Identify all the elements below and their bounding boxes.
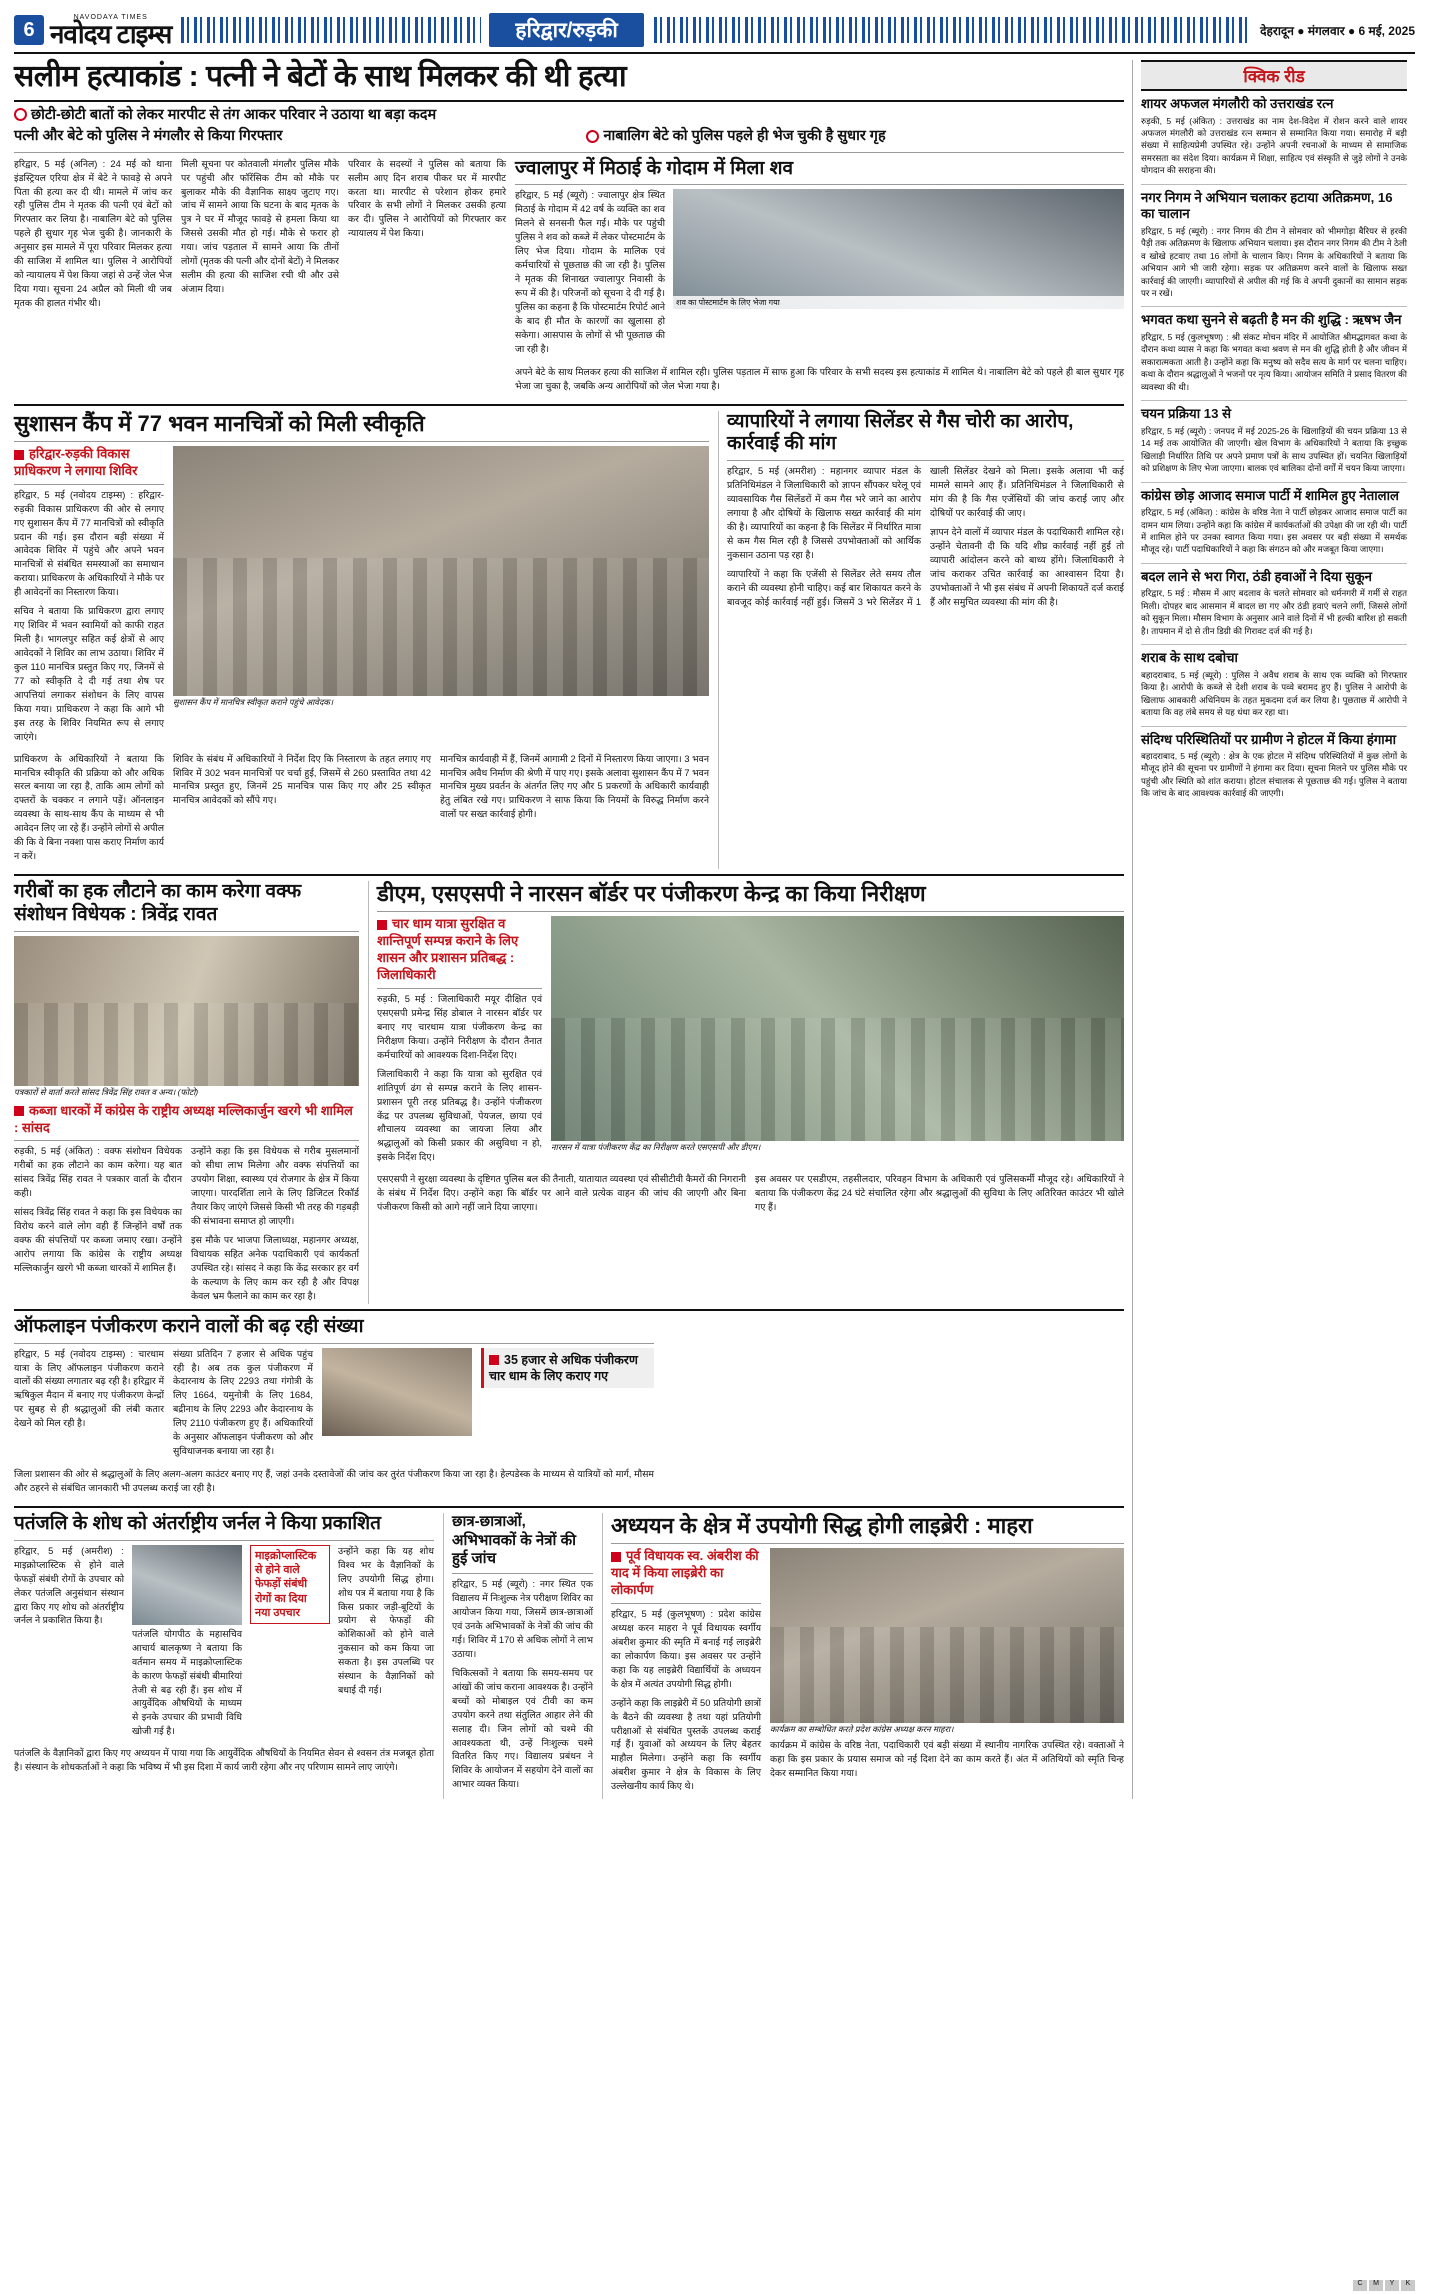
- offline-headline: ऑफलाइन पंजीकरण कराने वालों की बढ़ रही संख्या: [14, 1315, 364, 1337]
- lead-col-4: अपने बेटे के साथ मिलकर हत्या की साजिश में शामिल रही। पुलिस पड़ताल में साफ हुआ कि परिवार के सभी सदस्य इस हत्याकांड में शामिल थे। नाबालिग बेटे को पहले ही बाल सुधार गृह भेजा जा चुका है, जबकि अन्य आरोपियों को जेल भेजा गया है।: [515, 366, 1124, 391]
- rail-item-title: नगर निगम ने अभियान चलाकर हटाया अतिक्रमण, 16 का चालान: [1141, 189, 1393, 222]
- cylinder-col-3: ज्ञापन देने वालों में व्यापार मंडल के पदाधिकारी शामिल रहे। उन्होंने चेतावनी दी कि यदि शीघ्र कार्रवाई नहीं हुई तो व्यापारी आंदोलन करने को बाध्य होंगे। जिलाधिकारी ने जांच कराकर उचित कार्रवाई का आश्वासन दिया है। उपभोक्ताओं ने भी इस संबंध में अपनी शिकायतें दर्ज कराई हैं और समुचित व्यवस्था की मांग की है।: [930, 526, 1124, 607]
- rail-item-text: हरिद्वार, 5 मई (ब्यूरो) : नगर निगम की टीम ने सोमवार को भीमगोड़ा बैरियर से हरकी पैड़ी तक अतिक्रमण के खिलाफ अभियान चलाया। इस दौरान नगर निगम की टीम ने ठेली व खोखे हटवाए तथा 16 लोगों के चालान किए। निगम के अधिकारियों ने बताया कि अभियान आगे भी जारी रहेगा। सड़क पर अतिक्रमण करने वालों के खिलाफ सख्त कार्रवाई की जाएगी। व्यापारियों से अपील की गई कि वे अपनी दुकानों का सामान सड़क पर न रखें।: [1141, 225, 1407, 299]
- main-column: [14, 60, 1124, 1799]
- row-bottom: [14, 1513, 1124, 1799]
- row-waqf-dm: [14, 881, 1124, 1304]
- patanjali-col-4: पतंजलि के वैज्ञानिकों द्वारा किए गए अध्ययन में पाया गया कि आयुर्वेदिक औषधियों के नियमित सेवन से श्वसन तंत्र मजबूत होता है। संस्थान के शोधकर्ताओं ने कहा कि भविष्य में भी इस दिशा में कार्य जारी रहेगा और नए परिणाम सामने लाए जाएंगे।: [14, 1748, 434, 1773]
- reg-mark-c: C: [1353, 2280, 1367, 2291]
- story-dm: [368, 881, 1124, 1304]
- rail-item[interactable]: [1141, 569, 1407, 637]
- rail-item-text: बहादराबाद, 5 मई (ब्यूरो) : क्षेत्र के एक होटल में संदिग्ध परिस्थितियों में कुछ लोगों के मौजूद होने की सूचना पर ग्रामीणों ने हंगामा कर दिया। सूचना मिलने पर पुलिस मौके पर पहुंची और स्थिति को शांत कराया। होटल संचालक से पूछताछ की गई। पुलिस ने बताया कि जांच के बाद आवश्यक कार्रवाई की जाएगी।: [1141, 751, 1407, 799]
- rail-item[interactable]: [1141, 732, 1407, 800]
- library-col-3: कार्यक्रम में कांग्रेस के वरिष्ठ नेता, पदाधिकारी एवं बड़ी संख्या में स्थानीय नागरिक उपस्थित रहे। वक्ताओं ने कहा कि इस प्रकार के प्रयास समाज को नई दिशा देने का काम करते हैं। अंत में अतिथियों को स्मृति चिन्ह देकर सम्मानित किया गया।: [770, 1740, 1124, 1779]
- reg-mark-m: M: [1369, 2280, 1383, 2291]
- students-col-1: हरिद्वार, 5 मई (ब्यूरो) : नगर स्थित एक विद्यालय में निःशुल्क नेत्र परीक्षण शिविर का आयोजन किया गया, जिसमें छात्र-छात्राओं एवं उनके अभिभावकों के नेत्रों की जांच की गई। शिविर में 170 से अधिक लोगों ने लाभ उठाया।: [452, 1579, 593, 1659]
- quick-read-title: क्विक रीड: [1141, 60, 1407, 91]
- story-cylinder: [718, 411, 1124, 870]
- square-bullet-icon: [14, 1106, 24, 1116]
- offline-photo: [322, 1348, 472, 1436]
- rail-item-title: भगवत कथा सुनने से बढ़ती है मन की शुद्धि : ऋषभ जैन: [1141, 312, 1402, 328]
- library-col-1: हरिद्वार, 5 मई (कुलभूषण) : प्रदेश कांग्रेस अध्यक्ष करन माहरा ने पूर्व विधायक स्वर्गीय अंबरीश कुमार की स्मृति में बनाई गई लाइब्रेरी का लोकार्पण किया। इस अवसर पर उन्होंने कहा कि यह लाइब्रेरी विद्यार्थियों के अध्ययन के क्षेत्र में अत्यंत उपयोगी सिद्ध होगी।: [611, 1609, 761, 1689]
- cylinder-headline: व्यापारियों ने लगाया सिलेंडर से गैस चोरी का आरोप, कार्रवाई की मांग: [727, 410, 1074, 455]
- story-students: [443, 1513, 593, 1799]
- waqf-col-2: सांसद त्रिवेंद्र सिंह रावत ने कहा कि इस विधेयक का विरोध करने वाले लोग वही हैं जिन्होंने वर्षों तक वक्फ की संपत्तियों पर कब्जा जमाए रखा। उन्होंने आरोप लगाया कि कांग्रेस के राष्ट्रीय अध्यक्ष मल्लिकार्जुन खरगे भी कब्जा धारकों में शामिल हैं।: [14, 1207, 182, 1273]
- lead-headline: सलीम हत्याकांड : पत्नी ने बेटों के साथ मिलकर की थी हत्या: [14, 60, 627, 93]
- patanjali-photo: [132, 1545, 242, 1625]
- row-offline-students: [14, 1316, 1124, 1501]
- waqf-col-4: इस मौके पर भाजपा जिलाध्यक्ष, महानगर अध्यक्ष, विधायक सहित अनेक पदाधिकारी एवं कार्यकर्ता उपस्थित रहे। सांसद ने कहा कि केंद्र सरकार हर वर्ग के कल्याण के लिए काम कर रही है और विपक्ष केवल भ्रम फैलाने का काम कर रहा है।: [191, 1235, 359, 1301]
- rail-item-title: चयन प्रक्रिया 13 से: [1141, 406, 1232, 422]
- patanjali-col-3: उन्होंने कहा कि यह शोध विश्व भर के वैज्ञानिकों के लिए उपयोगी सिद्ध होगा। शोध पत्र में बताया गया है कि किस प्रकार जड़ी-बूटियों के प्रयोग से फेफड़ों की कोशिकाओं को होने वाले नुकसान को कम किया जा सकता है। इस उपलब्धि पर संस्थान के वैज्ञानिकों को बधाई दी गई।: [338, 1545, 434, 1696]
- rail-item[interactable]: [1141, 312, 1407, 393]
- morgue-photo-caption: शव का पोस्टमार्टम के लिए भेजा गया: [673, 296, 1124, 309]
- rail-item[interactable]: [1141, 96, 1407, 177]
- rail-item[interactable]: [1141, 406, 1407, 474]
- dm-headline: डीएम, एसएसपी ने नारसन बॉर्डर पर पंजीकरण केन्द्र का किया निरीक्षण: [377, 881, 926, 907]
- morgue-headline: ज्वालापुर में मिठाई के गोदाम में मिला शव: [515, 157, 794, 179]
- morgue-text: हरिद्वार, 5 मई (ब्यूरो) : ज्वालापुर क्षेत्र स्थित मिठाई के गोदाम में 42 वर्ष के व्यक्ति का शव मिलने से सनसनी फैल गई। मौके पर पहुंची पुलिस ने शव को कब्जे में लेकर पोस्टमार्टम के लिए भेज दिया। गोदाम के मालिक एवं कर्मचारियों से पूछताछ की जा रही है। पुलिस ने मृतक की शिनाख्त ज्वालापुर निवासी के रूप में की है। परिजनों को सूचना दे दी गई है। पुलिस का कहना है कि पोस्टमार्टम रिपोर्ट आने के बाद ही मौत के कारणों का खुलासा हो सकेगा। आसपास के लोगों से भी पूछताछ की जा रही है।: [515, 190, 665, 354]
- page-number: 6: [14, 15, 44, 45]
- dm-col-4: इस अवसर पर एसडीएम, तहसीलदार, परिवहन विभाग के अधिकारी एवं पुलिसकर्मी मौजूद रहे। अधिकारियों ने बताया कि पंजीकरण केंद्र 24 घंटे संचालित रहेगा और श्रद्धालुओं की सुविधा के लिए अतिरिक्त काउंटर भी खोले गए हैं।: [755, 1174, 1124, 1213]
- lead-col-3: परिवार के सदस्यों ने पुलिस को बताया कि सलीम आए दिन शराब पीकर घर में मारपीट करता था। मारपीट से परेशान होकर हमारे परिवार के सभी लोगों ने मिलकर उसकी हत्या कर दी। पुलिस ने आरोपियों को गिरफ्तार कर न्यायालय में पेश किया।: [348, 158, 506, 239]
- rail-item-text: हरिद्वार, 5 मई (कुलभूषण) : श्री संकट मोचन मंदिर में आयोजित श्रीमद्भागवत कथा के दौरान कथा व्यास ने कहा कि भगवत कथा श्रवण से मन की शुद्धि होती है और जीवन में सकारात्मकता आती है। उन्होंने कहा कि मनुष्य को सदैव सत्य के मार्ग पर चलना चाहिए। कथा के दौरान श्रद्धालुओं ने भजनों पर नृत्य किया। आयोजन समिति ने प्रसाद वितरण की व्यवस्था की थी।: [1141, 331, 1407, 392]
- rail-item-text: बहादराबाद, 5 मई (ब्यूरो) : पुलिस ने अवैध शराब के साथ एक व्यक्ति को गिरफ्तार किया है। आरोपी के कब्जे से देशी शराब के पव्वे बरामद हुए हैं। पुलिस ने आरोपी के खिलाफ आबकारी अधिनियम के तहत मुकदमा दर्ज कर लिया है। पूछताछ में आरोपी ने बताया कि वह लंबे समय से यह धंधा कर रहा था।: [1141, 669, 1407, 718]
- square-bullet-icon: [14, 450, 24, 460]
- camp-headline: सुशासन कैंप में 77 भवन मानचित्रों को मिली स्वीकृति: [14, 410, 425, 436]
- camp-kicker: हरिद्वार-रुड़की विकास प्राधिकरण ने लगाया शिविर: [14, 445, 138, 478]
- quick-read-rail: [1132, 60, 1407, 1799]
- rail-item-text: हरिद्वार, 5 मई (ब्यूरो) : जनपद में मई 2025-26 के खिलाड़ियों की चयन प्रक्रिया 13 से 14 मई तक आयोजित की जाएगी। खेल विभाग के अधिकारियों ने बताया कि इच्छुक खिलाड़ी निर्धारित तिथि पर अपने प्रमाण पत्रों के साथ उपस्थित हों। चयनित खिलाड़ियों को प्रशिक्षण के लिए भेजा जाएगा। बालक एवं बालिका दोनों वर्गों में चयन किया जाएगा।: [1141, 425, 1407, 474]
- rail-item[interactable]: [1141, 190, 1407, 300]
- waqf-photo-caption: पत्रकारों से वार्ता करते सांसद त्रिवेंद्र सिंह रावत व अन्य। (फोटो): [14, 1086, 199, 1097]
- logo-english: NAVODAYA TIMES: [73, 13, 148, 21]
- cylinder-col-1: हरिद्वार, 5 मई (अमरीश) : महानगर व्यापार मंडल के प्रतिनिधिमंडल ने जिलाधिकारी को ज्ञापन सौंपकर घरेलू एवं व्यावसायिक गैस सिलेंडरों में कम गैस भरे जाने का आरोप लगाया है और दोषियों के खिलाफ सख्त कार्रवाई की मांग की है। व्यापारियों का कहना है कि सिलेंडर में निर्धारित मात्रा से कम गैस मिल रही है जिससे उपभोक्ताओं को आर्थिक नुकसान उठाना पड़ रहा है।: [727, 466, 921, 560]
- rail-item-text: रुड़की, 5 मई (अंकित) : उत्तराखंड का नाम देश-विदेश में रोशन करने वाले शायर अफजल मंगलौरी को उत्तराखंड रत्न सम्मान से सम्मानित किया गया। समारोह में बड़ी संख्या में साहित्यप्रेमी उपस्थित रहे। उन्होंने अपनी रचनाओं के माध्यम से सामाजिक समरसता का संदेश दिया। कार्यक्रम में शिक्षा, साहित्य एवं संस्कृति से जुड़े लोगों ने उनके योगदान की सराहना की।: [1141, 115, 1407, 176]
- dm-col-1: रुड़की, 5 मई : जिलाधिकारी मयूर दीक्षित एवं एसएसपी प्रमेन्द्र सिंह डोबाल ने नारसन बॉर्डर पर बनाए गए चारधाम यात्रा पंजीकरण केन्द्र का निरीक्षण किया। उन्होंने निरीक्षण के दौरान तैनात कर्मचारियों को आवश्यक दिशा-निर्देश दिए।: [377, 994, 542, 1060]
- lead-sub-3: नाबालिग बेटे को पुलिस पहले ही भेज चुकी है सुधार गृह: [586, 127, 1124, 147]
- patanjali-headline: पतंजलि के शोध को अंतर्राष्ट्रीय जर्नल ने किया प्रकाशित: [14, 1512, 381, 1534]
- square-bullet-icon: [611, 1552, 621, 1562]
- lead-col-1: हरिद्वार, 5 मई (अनिल) : 24 मई को थाना इंडस्ट्रियल एरिया क्षेत्र में बेटे ने फावड़े से अपने पिता की हत्या कर दी थी। मामले में जांच कर रही पुलिस टीम ने मृतक की पत्नी एवं बेटों को गिरफ्तार कर लिया है। नाबालिग बेटे को पुलिस पहले ही सुधार गृह भेज चुकी है। जानकारी के अनुसार इस मामले में पूरा परिवार मिलकर हत्या की साजिश में शामिल था। पुलिस ने आरोपियों को न्यायालय में पेश किया जहां से उन्हें जेल भेज दिया गया। सूचना 24 अप्रैल को मिली थी जब मृतक की हालत गंभीर थी।: [14, 158, 172, 308]
- library-headline: अध्ययन के क्षेत्र में उपयोगी सिद्ध होगी लाइब्रेरी : माहरा: [611, 1512, 1033, 1538]
- dm-col-3: एसएसपी ने सुरक्षा व्यवस्था के दृष्टिगत पुलिस बल की तैनाती, यातायात व्यवस्था एवं सीसीटीवी कैमरों की निगरानी के संबंध में निर्देश दिए। उन्होंने कहा कि बॉर्डर पर आने वाले प्रत्येक वाहन की जांच की जाएगी और बिना पंजीकरण किसी को आगे नहीं जाने दिया जाएगा।: [377, 1174, 746, 1213]
- decor-bar-right: [654, 17, 1250, 43]
- students-col-2: चिकित्सकों ने बताया कि समय-समय पर आंखों की जांच कराना आवश्यक है। उन्होंने बच्चों को मोबाइल एवं टीवी का कम उपयोग करने तथा संतुलित आहार लेने की सलाह दी। जिन लोगों को चश्मे की आवश्यकता थी, उन्हें निःशुल्क चश्मे वितरित किए गए। विद्यालय प्रबंधन ने शिविर के आयोजन में सहयोग देने वालों का आभार व्यक्त किया।: [452, 1667, 593, 1790]
- morgue-photo: [673, 189, 1124, 309]
- rail-item-title: बदल लाने से भरा गिरा, ठंडी हवाओं ने दिया सुकून: [1141, 568, 1372, 584]
- offline-badge: 35 हजार से अधिक पंजीकरण चार धाम के लिए कराए गए: [481, 1348, 654, 1389]
- library-col-2: उन्होंने कहा कि लाइब्रेरी में 50 प्रतियोगी छात्रों के बैठने की व्यवस्था है तथा यहां प्रतियोगी परीक्षाओं से संबंधित पुस्तकें उपलब्ध कराई गई हैं। युवाओं को अध्ययन के लिए बेहतर माहौल मिलेगा। उन्होंने कहा कि स्वर्गीय अंबरीश कुमार ने क्षेत्र के विकास के लिए उल्लेखनीय कार्य किए थे।: [611, 1697, 761, 1792]
- camp-photo: [173, 446, 709, 696]
- rail-item-text: हरिद्वार, 5 मई (अंकित) : कांग्रेस के वरिष्ठ नेता ने पार्टी छोड़कर आजाद समाज पार्टी का दामन थाम लिया। उन्होंने कहा कि कांग्रेस में कार्यकर्ताओं की उपेक्षा की जा रही थी। पार्टी में शामिल होने पर उनका स्वागत किया गया। इस अवसर पर बड़ी संख्या में समर्थक मौजूद रहे। पार्टी पदाधिकारियों ने कहा कि संगठन को और मजबूत किया जाएगा।: [1141, 507, 1407, 555]
- lead-col-2: मिली सूचना पर कोतवाली मंगलौर पुलिस मौके पर पहुंची और फॉरेंसिक टीम को मौके पर बुलाकर मौके की वैज्ञानिक साक्ष्य जुटाए गए। जांच में सामने आया कि घटना के बाद मृतक के पुत्र ने घर में मौजूद फावड़े से हमला किया था जिससे उसकी मौत हो गई। मौके से फरार हो गया। जांच पड़ताल में सामने आया कि तीनों लोगों (मृतक की पत्नी और दोनों बेटों) ने मिलकर सलीम की हत्या की साजिश रची थी और उसे अंजाम दिया।: [181, 158, 339, 295]
- waqf-col-1: रुड़की, 5 मई (अंकित) : वक्फ संशोधन विधेयक गरीबों का हक लौटाने का काम करेगा। यह बात सांसद त्रिवेंद्र सिंह रावत ने पत्रकार वार्ता के दौरान कही।: [14, 1146, 182, 1199]
- newspaper-logo: [50, 14, 171, 47]
- dm-photo-caption: नारसन में यात्रा पंजीकरण केंद्र का निरीक्षण करते एसएसपी और डीएम।: [551, 1142, 761, 1153]
- waqf-col-3: उन्होंने कहा कि इस विधेयक से गरीब मुसलमानों को सीधा लाभ मिलेगा और वक्फ संपत्तियों का उपयोग शिक्षा, स्वास्थ्य एवं रोजगार के क्षेत्र में किया जाएगा। पारदर्शिता लाने के लिए डिजिटल रिकॉर्ड तैयार किए जाएंगे जिससे किसी भी तरह की गड़बड़ी की संभावना समाप्त हो जाएगी।: [191, 1146, 359, 1227]
- rail-item-title: कांग्रेस छोड़ आजाद समाज पार्टी में शामिल हुए नेतालाल: [1141, 487, 1399, 503]
- story-patanjali: [14, 1513, 434, 1799]
- story-camp: [14, 411, 709, 870]
- dm-col-2: जिलाधिकारी ने कहा कि यात्रा को सुरक्षित एवं शांतिपूर्ण ढंग से सम्पन्न कराने के लिए शासन-प्रशासन पूरी तरह प्रतिबद्ध है। उन्होंने पंजीकरण केंद्र पर उपलब्ध सुविधाओं, पेयजल, छाया एवं शौचालय व्यवस्था का जायजा लिया और श्रद्धालुओं को किसी प्रकार की असुविधा न हो, इसके निर्देश दिए।: [377, 1068, 542, 1163]
- library-photo-caption: कार्यक्रम का सम्बोधित करते प्रदेश कांग्रेस अध्यक्ष करन माहरा।: [770, 1724, 954, 1735]
- edition-badge: हरिद्वार/रुड़की: [489, 13, 643, 47]
- library-photo: [770, 1548, 1124, 1723]
- square-bullet-icon: [377, 920, 387, 930]
- library-subhead: पूर्व विधायक स्व. अंबरीश की याद में किया लाइब्रेरी का लोकार्पण: [611, 1548, 759, 1598]
- rail-item-title: शराब के साथ दबोचा: [1141, 650, 1238, 666]
- waqf-photo: [14, 936, 359, 1086]
- dm-photo: [551, 916, 1124, 1141]
- camp-col-3: प्राधिकरण के अधिकारियों ने बताया कि मानचित्र स्वीकृति की प्रक्रिया को और अधिक सरल बनाया जा रहा है, ताकि आम लोगों को दफ्तरों के चक्कर न लगाने पड़ें। ऑनलाइन व्यवस्था के साथ-साथ कैंप के माध्यम से भी आवेदन लिए जा रहे हैं। उन्होंने लोगों से अपील की कि वे बिना नक्शा पास कराए निर्माण कार्य न करें।: [14, 753, 164, 862]
- camp-col-2: सचिव ने बताया कि प्राधिकरण द्वारा लगाए गए शिविर में भवन स्वामियों को काफी राहत मिली है। भागलपुर सहित कई क्षेत्रों से आए आवेदकों ने शिविर का लाभ उठाया। शिविर में कुल 110 मानचित्र प्रस्तुत किए गए, जिनमें से 77 को स्वीकृति दे दी गई तथा शेष पर आपत्तियां लगाकर संशोधन के लिए वापस किया गया। प्राधिकरण ने कहा कि आगे भी इस तरह के शिविर नियमित रूप से लगाए जाएंगे।: [14, 606, 164, 742]
- rail-item-text: हरिद्वार, 5 मई : मौसम में आए बदलाव के चलते सोमवार को धर्मनगरी में गर्मी से राहत मिली। दोपहर बाद आसमान में बादल छा गए और ठंडी हवाएं चलने लगीं, जिससे लोगों को सुकून मिला। मौसम विभाग के अनुसार आने वाले दिनों में भी हल्की बारिश हो सकती है। तापमान में दो से तीन डिग्री की गिरावट दर्ज की गई है।: [1141, 588, 1407, 636]
- rail-item[interactable]: [1141, 650, 1407, 718]
- reg-mark-k: K: [1401, 2280, 1415, 2291]
- offline-col-2: संख्या प्रतिदिन 7 हजार से अधिक पहुंच रही है। अब तक कुल पंजीकरण में केदारनाथ के लिए 2293 तथा गंगोत्री के लिए 1664, यमुनोत्री के लिए 1684, बद्रीनाथ के लिए 2293 और केदारनाथ के लिए 2110 पंजीकरण हुए हैं। अधिकारियों के अनुसार ऑफलाइन पंजीकरण को और सुविधाजनक बनाया जा रहा है।: [173, 1348, 313, 1457]
- masthead-dateline: देहरादून ● मंगलवार ● 6 मई, 2025: [1260, 23, 1415, 38]
- camp-col-1: हरिद्वार, 5 मई (नवोदय टाइम्स) : हरिद्वार-रुड़की विकास प्राधिकरण की ओर से लगाए गए सुशासन कैंप में 77 मानचित्रों को स्वीकृति प्रदान की गई। इस दौरान बड़ी संख्या में आवेदक शिविर में पहुंचे और अपने भवन मानचित्रों से संबंधित समस्याओं का समाधान कराया। प्राधिकरण के अधिकारियों ने मौके पर ही आवेदनों का निस्तारण किया।: [14, 489, 164, 598]
- students-headline: छात्र-छात्राओं, अभिभावकों के नेत्रों की हुई जांच: [452, 1512, 576, 1568]
- cylinder-col-2: व्यापारियों ने कहा कि एजेंसी से सिलेंडर लेते समय तौल कराने की व्यवस्था होनी चाहिए। कई बार शिकायत करने के बावजूद कोई कार्रवाई नहीं हुई। जिसमें 3 भरे सिलेंडर में 1 खाली सिलेंडर देखने को मिला। इसके अलावा भी कई मामले सामने आए हैं। प्रतिनिधिमंडल ने जिलाधिकारी से मांग की है कि गैस एजेंसियों की जांच कराई जाए और दोषियों पर कार्रवाई की जाए।: [727, 466, 1124, 607]
- lead-story: [14, 60, 1124, 399]
- square-bullet-icon: [489, 1355, 499, 1365]
- patanjali-col-2: पतंजलि योगपीठ के महासचिव आचार्य बालकृष्ण ने बताया कि वर्तमान समय में माइक्रोप्लास्टिक के कारण फेफड़ों संबंधी बीमारियां तेजी से बढ़ रही हैं। इस शोध में आयुर्वेदिक औषधियों के माध्यम से इनके उपचार की प्रभावी विधि खोजी गई है।: [132, 1628, 242, 1737]
- patanjali-col-1: हरिद्वार, 5 मई (अमरीश) : माइक्रोप्लास्टिक से होने वाले फेफड़ों संबंधी रोगों के उपचार को लेकर पतंजलि अनुसंधान संस्थान द्वारा किए गए शोध को अंतर्राष्ट्रीय जर्नल ने प्रकाशित किया है।: [14, 1545, 124, 1626]
- camp-col-4: शिविर के संबंध में अधिकारियों ने निर्देश दिए कि निस्तारण के तहत लगाए गए शिविर में 302 भवन मानचित्रों पर चर्चा हुई, जिसमें से 260 प्रस्तावित तथा 42 मानचित्र प्रस्तुत हुए, जिनमें 25 मानचित्र पास किए गए और 25 स्वीकृत मानचित्र आवेदकों को सौंपे गए।: [173, 753, 431, 806]
- camp-photo-caption: सुशासन कैंप में मानचित्र स्वीकृत कराने पहुंचे आवेदक।: [173, 696, 334, 707]
- logo-hindi: नवोदय टाइम्स: [50, 18, 172, 49]
- rail-item-title: शायर अफजल मंगलौरी को उत्तराखंड रत्न: [1141, 96, 1334, 111]
- offline-col-3: जिला प्रशासन की ओर से श्रद्धालुओं के लिए अलग-अलग काउंटर बनाए गए हैं, जहां उनके दस्तावेजों की जांच कर तुरंत पंजीकरण किया जा रहा है। हेल्पडेस्क के माध्यम से यात्रियों को मार्ग, मौसम और ठहरने से संबंधित जानकारी भी उपलब्ध कराई जा रही है।: [14, 1469, 654, 1494]
- offline-col-1: हरिद्वार, 5 मई (नवोदय टाइम्स) : चारधाम यात्रा के लिए ऑफलाइन पंजीकरण कराने वालों की संख्या लगातार बढ़ रही है। हरिद्वार में ऋषिकुल मैदान में बनाए गए पंजीकरण केन्द्रों पर सुबह से ही श्रद्धालुओं की लंबी कतार देखने को मिल रही है।: [14, 1348, 164, 1429]
- row-camp-cylinder: [14, 411, 1124, 870]
- story-waqf: [14, 881, 359, 1304]
- rail-item-title: संदिग्ध परिस्थितियों पर ग्रामीण ने होटल में किया हंगामा: [1141, 731, 1397, 747]
- waqf-subhead: कब्जा धारकों में कांग्रेस के राष्ट्रीय अध्यक्ष मल्लिकार्जुन खरगे भी शामिल : सांसद: [14, 1102, 353, 1135]
- lead-sub-1: छोटी-छोटी बातों को लेकर मारपीट से तंग आकर परिवार ने उठाया था बड़ा कदम: [14, 106, 1124, 126]
- story-offline: [14, 1316, 654, 1501]
- waqf-headline: गरीबों का हक लौटाने का काम करेगा वक्फ संशोधन विधेयक : त्रिवेंद्र रावत: [14, 881, 302, 925]
- decor-bar-left: [181, 17, 481, 43]
- story-library: [602, 1513, 1124, 1799]
- dm-subhead: चार धाम यात्रा सुरक्षित व शान्तिपूर्ण सम्पन्न कराने के लिए शासन और प्रशासन प्रतिबद्ध : जिलाधिकारी: [377, 916, 519, 983]
- patanjali-side-title: माइक्रोप्लास्टिक से होने वाले फेफड़ों संबंधी रोगों का दिया नया उपचार: [250, 1545, 330, 1624]
- reg-mark-y: Y: [1385, 2280, 1399, 2291]
- rail-item[interactable]: [1141, 488, 1407, 556]
- camp-col-5: मानचित्र कार्यवाही में हैं, जिनमें आगामी 2 दिनों में निस्तारण किया जाएगा। 3 भवन मानचित्र अवैध निर्माण की श्रेणी में पाए गए। इसके अलावा सुशासन कैंप में 7 भवन मानचित्र मुख्य प्रवर्तन के अंतर्गत लिए गए और 5 प्रकरणों के अधिकारी कार्यवाही हेतु लंबित रखे गए। प्राधिकरण ने साफ किया कि नियमों के विरुद्ध निर्माण करने वालों पर सख्त कार्रवाई होगी।: [440, 753, 709, 820]
- color-registration-marks: [1353, 2280, 1415, 2291]
- masthead: [14, 10, 1415, 54]
- lead-sub-2: पत्नी और बेटे को पुलिस ने मंगलौर से किया गिरफ्तार: [14, 128, 283, 145]
